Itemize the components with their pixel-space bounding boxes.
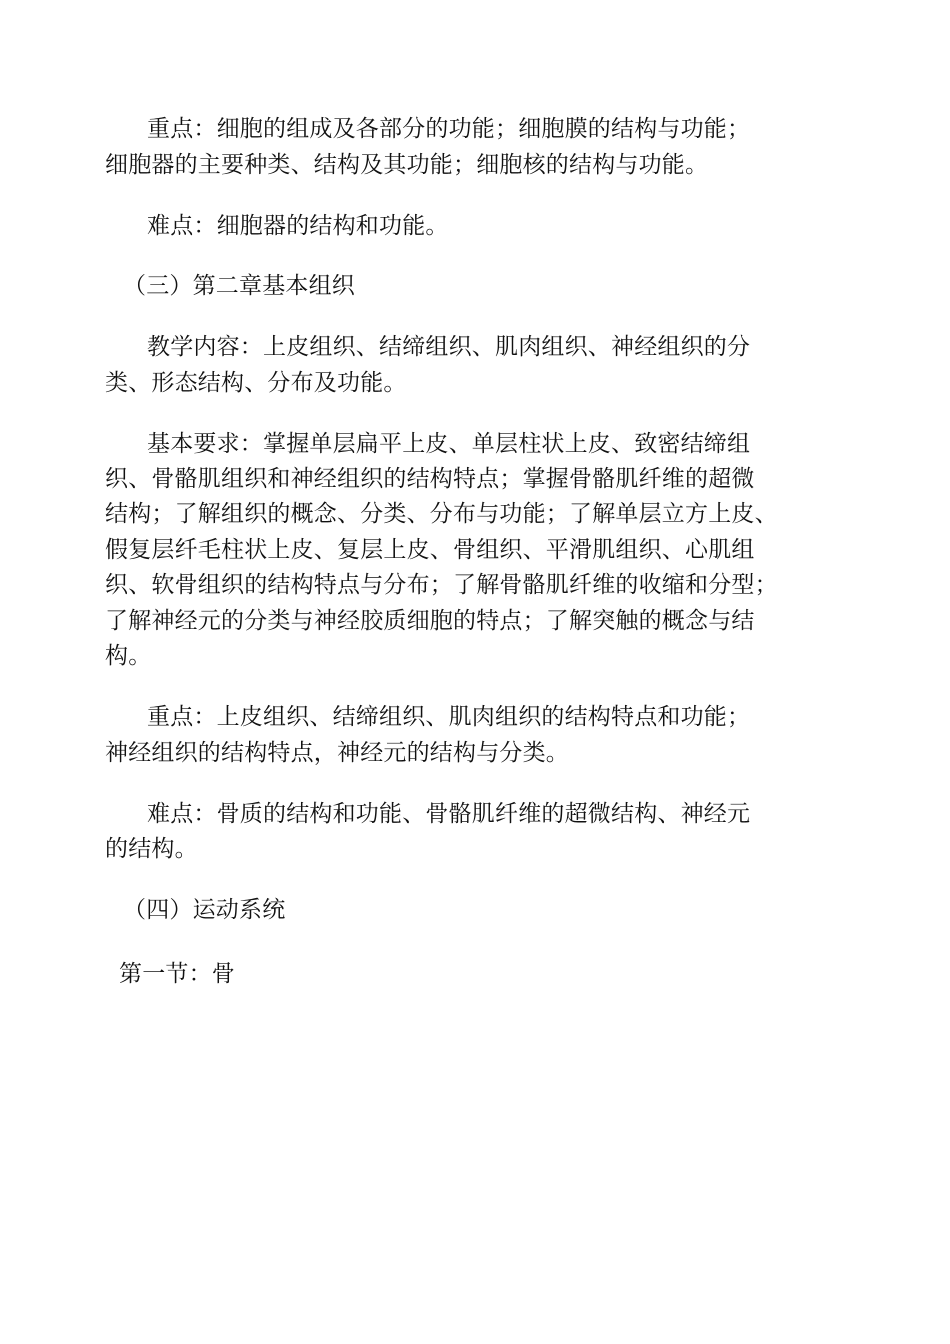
- paragraph-difficulties-tissue-line-2: 的结构。: [105, 836, 198, 862]
- paragraph-basic-requirements-line-4: 假复层纤毛柱状上皮、复层上皮、骨组织、平滑肌组织、心肌组: [105, 537, 755, 563]
- section-heading-3: （三）第二章基本组织: [123, 273, 355, 299]
- section-heading-4: （四）运动系统: [123, 897, 286, 923]
- paragraph-basic-requirements-line-3: 结构；了解组织的概念、分类、分布与功能；了解单层立方上皮、: [105, 501, 778, 527]
- paragraph-teaching-content-line-1: 教学内容：上皮组织、结缔组织、肌肉组织、神经组织的分: [147, 334, 751, 360]
- paragraph-teaching-content-line-2: 类、形态结构、分布及功能。: [105, 370, 407, 396]
- paragraph-key-points-tissue-line-1: 重点：上皮组织、结缔组织、肌肉组织的结构特点和功能；: [147, 704, 751, 730]
- paragraph-basic-requirements-line-6: 了解神经元的分类与神经胶质细胞的特点；了解突触的概念与结: [105, 608, 755, 634]
- paragraph-basic-requirements-line-2: 织、骨骼肌组织和神经组织的结构特点；掌握骨骼肌纤维的超微: [105, 466, 755, 492]
- paragraph-basic-requirements-line-7: 构。: [105, 643, 152, 669]
- paragraph-difficulties-cell-line-1: 难点：细胞器的结构和功能。: [147, 213, 449, 239]
- paragraph-basic-requirements-line-5: 织、软骨组织的结构特点与分布；了解骨骼肌纤维的收缩和分型；: [105, 572, 778, 598]
- paragraph-difficulties-tissue-line-1: 难点：骨质的结构和功能、骨骼肌纤维的超微结构、神经元: [147, 801, 751, 827]
- paragraph-key-points-cell-line-2: 细胞器的主要种类、结构及其功能；细胞核的结构与功能。: [105, 152, 709, 178]
- subsection-heading-1: 第一节：骨: [119, 961, 235, 987]
- paragraph-basic-requirements-line-1: 基本要求：掌握单层扁平上皮、单层柱状上皮、致密结缔组: [147, 431, 751, 457]
- paragraph-key-points-tissue-line-2: 神经组织的结构特点，神经元的结构与分类。: [105, 740, 569, 766]
- paragraph-key-points-cell-line-1: 重点：细胞的组成及各部分的功能；细胞膜的结构与功能；: [147, 116, 751, 142]
